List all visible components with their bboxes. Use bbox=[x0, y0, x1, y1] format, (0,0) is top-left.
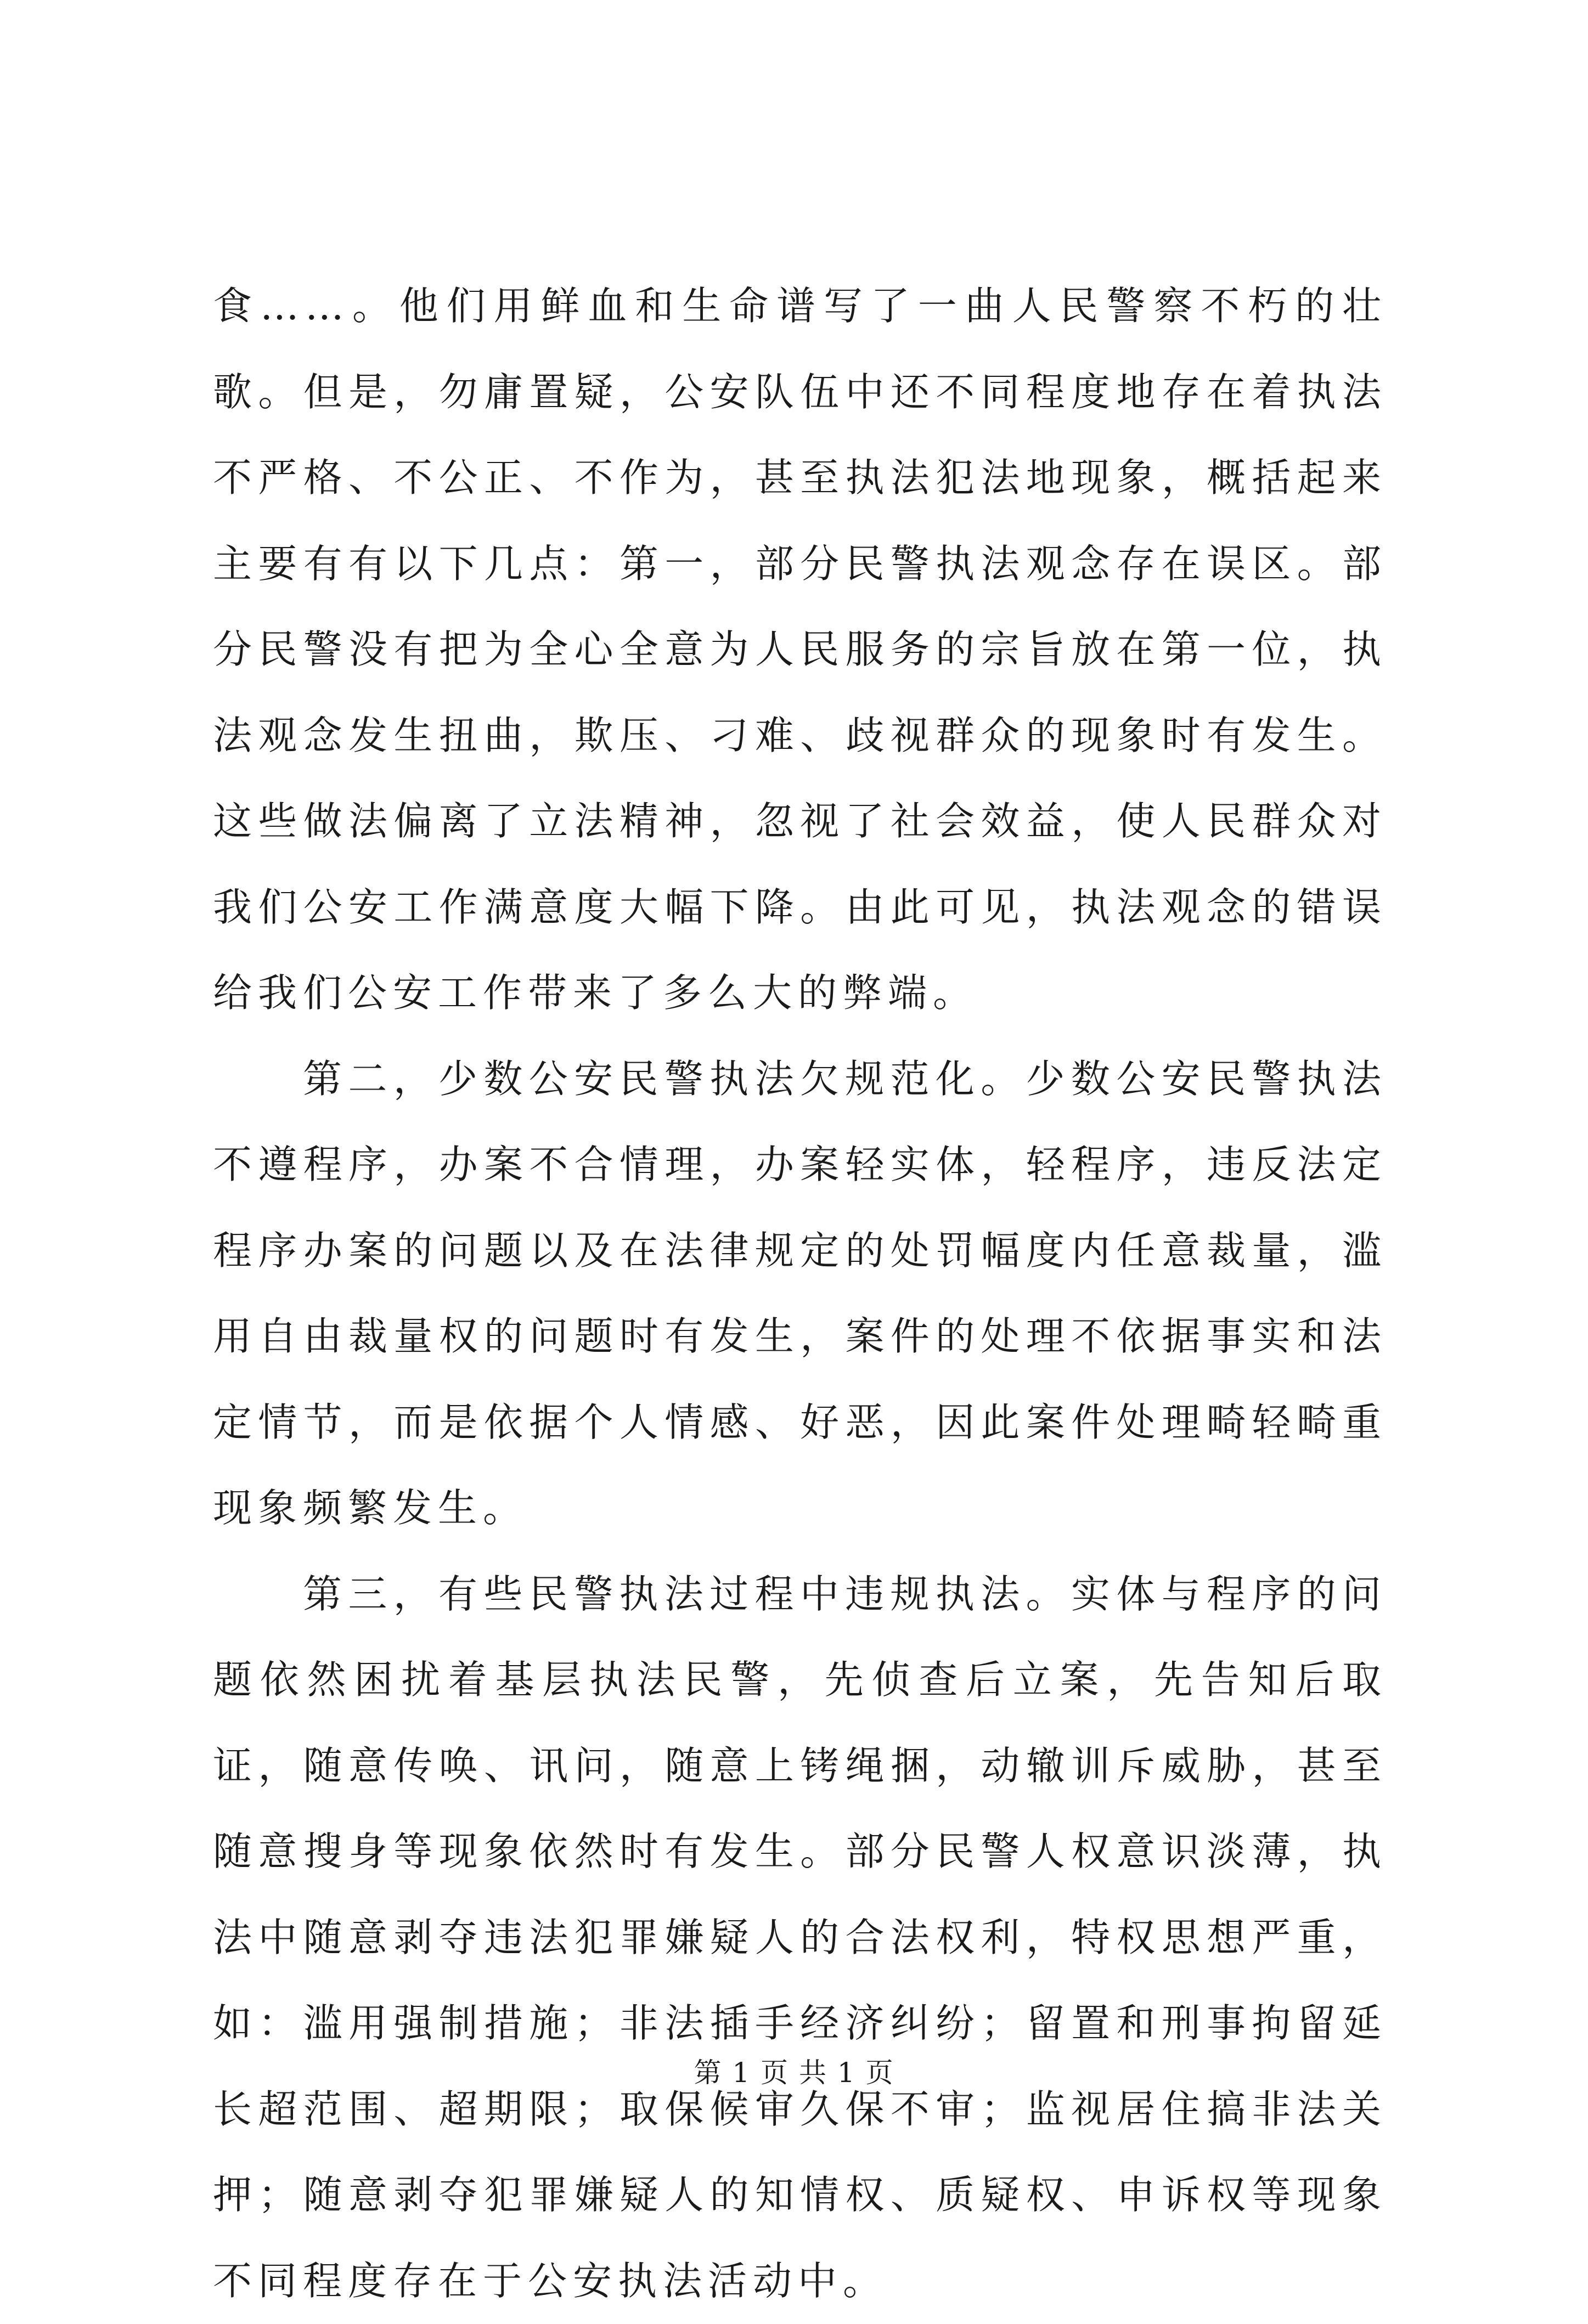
paragraph-continuation: 食……。他们用鲜血和生命谱写了一曲人民警察不朽的壮歌。但是，勿庸置疑，公安队伍中还不同程度地存在着执法不严格、不公正、不作为，甚至执法犯法地现象，概括起来主要有有以下几点：第一，部分民警执法观念存在误区。部分民警没有把为全心全意为人民服务的宗旨放在第一位，执法观念发生扭曲，欺压、刁难、歧视群众的现象时有发生。这些做法偏离了立法精神，忽视了社会效益，使人民群众对我们公安工作满意度大幅下降。由此可见，执法观念的错误给我们公安工作带来了多么大的弊端。 bbox=[213, 263, 1387, 1036]
page-footer: 第 1 页 共 1 页 bbox=[0, 2056, 1588, 2089]
paragraph-second-point: 第二，少数公安民警执法欠规范化。少数公安民警执法不遵程序，办案不合情理，办案轻实体，轻程序，违反法定程序办案的问题以及在法律规定的处罚幅度内任意裁量，滥用自由裁量权的问题时有发生，案件的处理不依据事实和法定情节，而是依据个人情感、好恶，因此案件处理畸轻畸重现象频繁发生。 bbox=[213, 1036, 1387, 1552]
paragraph-third-point: 第三，有些民警执法过程中违规执法。实体与程序的问题依然困扰着基层执法民警，先侦查后立案，先告知后取证，随意传唤、讯问，随意上铐绳捆，动辙训斥威胁，甚至随意搜身等现象依然时有发生。部分民警人权意识淡薄，执法中随意剥夺违法犯罪嫌疑人的合法权利，特权思想严重，如：滥用强制措施；非法插手经济纠纷；留置和刑事拘留延长超范围、超期限；取保候审久保不审；监视居住搞非法关押；随意剥夺犯罪嫌疑人的知情权、质疑权、申诉权等现象不同程度存在于公安执法活动中。 bbox=[213, 1552, 1387, 2324]
document-body bbox=[213, 263, 1387, 2324]
